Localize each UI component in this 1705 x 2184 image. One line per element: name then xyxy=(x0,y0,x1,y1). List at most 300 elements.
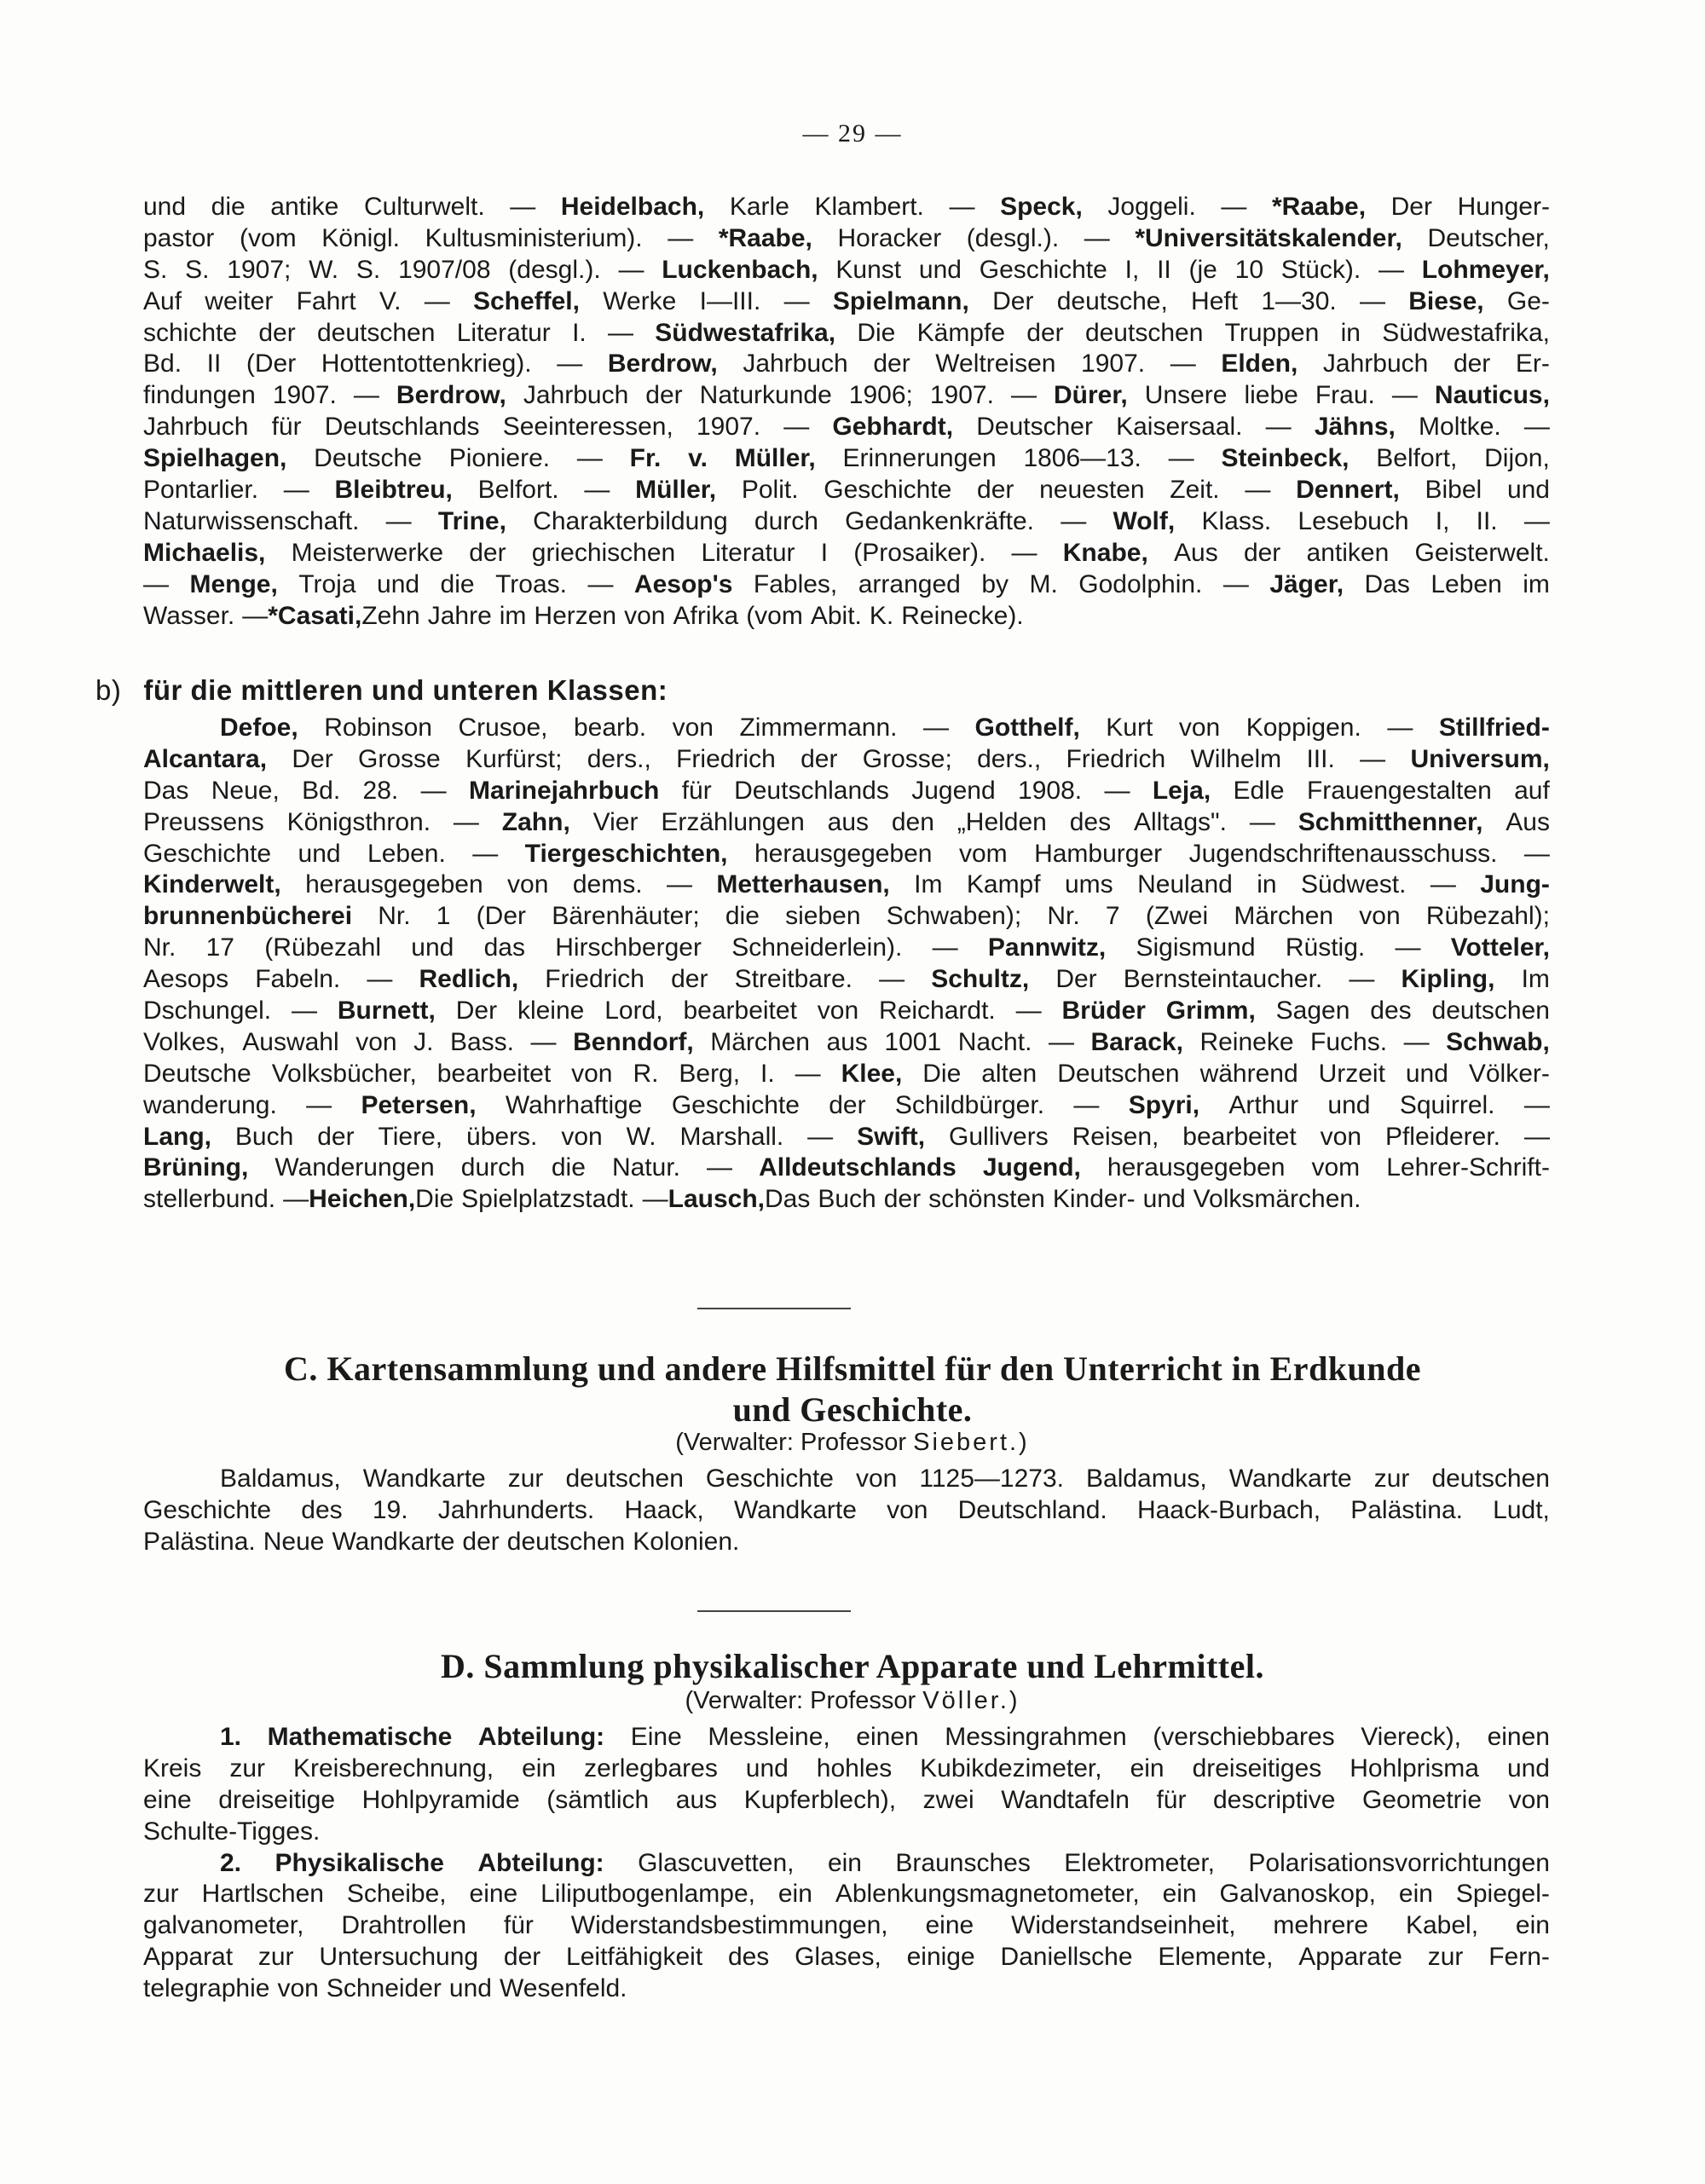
word: Wandkarte xyxy=(332,1527,455,1556)
bold-word: Spyri, xyxy=(1128,1090,1200,1119)
bold-word: Burnett, xyxy=(337,997,436,1026)
word: — xyxy=(1084,223,1110,252)
word: — xyxy=(143,569,169,598)
word: antiken xyxy=(1306,538,1390,567)
word: antike xyxy=(270,193,339,221)
word: — xyxy=(242,601,269,630)
word: Erinnerungen xyxy=(842,444,997,473)
bold-word: Biese, xyxy=(1408,286,1484,315)
text-line xyxy=(143,776,1550,807)
word: — xyxy=(1010,381,1037,410)
word: (Zwei xyxy=(1145,902,1209,931)
word: ein xyxy=(1398,1880,1433,1909)
bold-word: Stillfried- xyxy=(1438,714,1550,742)
word: Die xyxy=(857,318,896,347)
bold-word: Müller, xyxy=(635,476,717,505)
word: der xyxy=(258,318,296,347)
text-line xyxy=(143,1785,1550,1817)
bold-word: Kipling, xyxy=(1401,965,1495,994)
section-c-body xyxy=(143,1464,1550,1558)
word: — xyxy=(642,1185,668,1214)
word: 1907. xyxy=(696,413,761,442)
word: 19. xyxy=(372,1495,408,1524)
word: Streitbare. xyxy=(734,965,852,994)
word: 10 xyxy=(1234,255,1264,284)
bold-word: Scheffel, xyxy=(472,286,580,315)
word: Deutschland. xyxy=(957,1495,1107,1524)
word: Leitfähigkeit xyxy=(566,1943,703,1972)
word: Herzen xyxy=(534,601,617,630)
word: Volkes, xyxy=(143,1027,226,1056)
word: Königsthron. xyxy=(286,807,431,836)
word: Baldamus, xyxy=(1086,1465,1207,1493)
word: V. xyxy=(379,286,402,315)
word: — xyxy=(1249,807,1275,836)
bold-word: Brüder xyxy=(1061,997,1146,1026)
bold-word: Abteilung: xyxy=(477,1848,604,1877)
word: zur xyxy=(257,1943,294,1972)
word: II. xyxy=(1476,506,1498,535)
word: Buch xyxy=(818,1185,876,1214)
word: deutschen xyxy=(565,1465,684,1493)
word: in xyxy=(1257,870,1277,899)
bold-word: Wolf, xyxy=(1113,506,1176,535)
word: II xyxy=(206,350,222,378)
word: Hottentottenkrieg). xyxy=(321,350,532,378)
word: Friedrich xyxy=(1066,744,1166,773)
text-line xyxy=(143,1754,1550,1785)
word: aus xyxy=(826,1027,868,1056)
bold-word: v. xyxy=(688,444,708,473)
word: — xyxy=(1523,839,1550,868)
word: Elemente, xyxy=(1158,1943,1274,1972)
word: einige xyxy=(906,1943,975,1972)
word: die xyxy=(440,569,475,598)
word: — xyxy=(783,286,810,315)
word: Werke xyxy=(603,286,677,315)
word: deutschen xyxy=(1431,1465,1550,1493)
word: zwei xyxy=(922,1785,974,1814)
word: Rüstig. xyxy=(1285,933,1366,962)
text-line xyxy=(143,1942,1550,1973)
text-line xyxy=(143,870,1550,901)
word: Schildbürger. xyxy=(894,1090,1045,1119)
word: weiter xyxy=(205,286,274,315)
word: — xyxy=(1387,714,1413,742)
word: Schneider xyxy=(326,1974,442,2003)
word: Widerstandsbestimmungen, xyxy=(570,1911,888,1940)
word: Naturwissenschaft. xyxy=(143,506,360,535)
word: kleine xyxy=(517,997,585,1026)
word: Frau. xyxy=(1315,381,1375,410)
word: Neuland xyxy=(1137,870,1233,899)
word: Dschungel. xyxy=(143,997,272,1026)
word: 28. xyxy=(362,776,399,805)
bold-word: Heidelbach, xyxy=(560,193,705,221)
word: Geschichte xyxy=(824,476,952,505)
word: Sigismund xyxy=(1136,933,1256,962)
word: und xyxy=(411,933,454,962)
word: und xyxy=(1327,1090,1371,1119)
word: — xyxy=(1245,476,1271,505)
word: 1906; xyxy=(848,381,913,410)
word: Kampf xyxy=(966,870,1041,899)
word: der xyxy=(977,476,1014,505)
word: Jahrbuch xyxy=(143,413,249,442)
word: Volksbücher, xyxy=(271,1059,417,1088)
word: bearbeitet xyxy=(683,997,797,1026)
word: Südwestafrika, xyxy=(1382,318,1550,347)
word: Tiere, xyxy=(378,1122,443,1151)
word: Untersuchung xyxy=(319,1943,479,1972)
word: eine xyxy=(925,1911,974,1940)
word: Kurt xyxy=(1106,714,1153,742)
word: Bass. xyxy=(449,1027,515,1056)
word: Deutschlands xyxy=(324,413,480,442)
book-list-middle-lower-classes xyxy=(143,713,1550,1216)
word: (sämtlich xyxy=(546,1785,650,1814)
word: auf xyxy=(1514,776,1550,805)
bold-word: Lohmeyer, xyxy=(1421,255,1550,284)
word: Godolphin. xyxy=(1078,569,1203,598)
word: M. xyxy=(1029,569,1058,598)
word: 17 xyxy=(205,933,234,962)
word: von xyxy=(355,1027,397,1056)
bold-word: Dennert, xyxy=(1296,476,1400,505)
word: — xyxy=(1523,413,1550,442)
section-d-warden xyxy=(0,1687,1705,1715)
word: und xyxy=(143,193,187,221)
text-line xyxy=(143,538,1550,569)
word: III. xyxy=(1306,744,1335,773)
bold-word: Lausch, xyxy=(668,1185,765,1214)
text-line xyxy=(143,1153,1550,1184)
word: Seeinteressen, xyxy=(502,413,673,442)
word: der xyxy=(1026,318,1064,347)
word: Geschichte xyxy=(143,839,272,868)
word: Belfort. xyxy=(477,476,559,505)
word: J. xyxy=(413,1027,434,1056)
word: Aus xyxy=(1174,538,1218,567)
word: Glases, xyxy=(795,1943,881,1972)
bold-word: Klee, xyxy=(841,1059,903,1088)
warden-prefix: (Verwalter: Professor xyxy=(675,1429,907,1456)
bold-word: Kinderwelt, xyxy=(143,870,281,899)
book-list-upper-classes xyxy=(143,192,1550,632)
word: I—III. xyxy=(699,286,761,315)
bold-word: Elden, xyxy=(1221,350,1298,378)
word: Galvanoskop, xyxy=(1219,1880,1376,1909)
word: I xyxy=(820,538,829,567)
word: Sagen xyxy=(1275,997,1350,1026)
word: Meisterwerke xyxy=(291,538,443,567)
section-divider xyxy=(697,1610,851,1612)
word: Pioniere. xyxy=(448,444,551,473)
word: Spiegel- xyxy=(1455,1880,1550,1909)
word: eine xyxy=(469,1880,518,1909)
word: 1 xyxy=(436,902,451,931)
bold-word: Dürer, xyxy=(1053,381,1128,410)
word: und xyxy=(745,1754,789,1782)
bold-word: Barack, xyxy=(1090,1027,1183,1056)
word: Aus xyxy=(1506,807,1550,836)
bold-word: Jugend, xyxy=(982,1153,1081,1182)
word: Messleine, xyxy=(708,1723,830,1751)
word: bearbeitet xyxy=(1182,1122,1297,1151)
word: von xyxy=(571,1059,613,1088)
word: von xyxy=(856,1465,898,1493)
word: dems. xyxy=(572,870,643,899)
bold-word: Votteler, xyxy=(1450,933,1550,962)
word: Geschichte xyxy=(671,1090,800,1119)
word: 1001 xyxy=(884,1027,942,1056)
text-line xyxy=(143,1848,1550,1880)
word: Afrika xyxy=(673,601,739,630)
word: Klambert. xyxy=(814,193,924,221)
word: — xyxy=(1073,1090,1100,1119)
word: Geschichte xyxy=(143,1495,272,1524)
word: II xyxy=(1157,255,1171,284)
bold-word: Knabe, xyxy=(1062,538,1148,567)
word: S. xyxy=(185,255,210,284)
word: Wesenfeld. xyxy=(499,1974,627,2003)
word: Neue, xyxy=(211,776,280,805)
word: Schulte-Tigges. xyxy=(143,1817,321,1846)
word: sieben xyxy=(785,902,861,931)
word: Geisterwelt. xyxy=(1414,538,1550,567)
text-line xyxy=(143,807,1550,839)
word: aus xyxy=(675,1785,718,1814)
word: und xyxy=(448,1974,492,2003)
word: Bibel xyxy=(1425,476,1482,505)
word: Eine xyxy=(630,1723,682,1751)
word: liebe xyxy=(1244,381,1298,410)
word: der xyxy=(800,744,838,773)
word: Heft xyxy=(1191,286,1239,315)
word: Die xyxy=(415,1185,454,1214)
bold-word: Jähns, xyxy=(1314,413,1396,442)
warden-name: Siebert.) xyxy=(913,1429,1030,1456)
word: (verschiebbares xyxy=(1153,1723,1335,1751)
word: Hirschberger xyxy=(555,933,702,962)
word: zur xyxy=(229,1754,265,1782)
word: herausgegeben xyxy=(1107,1153,1286,1182)
word: 1907. xyxy=(929,381,994,410)
word: Im xyxy=(1521,965,1550,994)
word: Völker- xyxy=(1468,1059,1550,1088)
bold-word: Müller, xyxy=(734,444,816,473)
word: Bärenhäuter; xyxy=(552,902,700,931)
bold-word: Leja, xyxy=(1152,776,1211,805)
word: — xyxy=(1170,350,1196,378)
word: Truppen xyxy=(1224,318,1320,347)
word: die xyxy=(551,1153,586,1182)
word: Kubikdezimeter, xyxy=(920,1754,1102,1782)
word: Moltke. xyxy=(1419,413,1501,442)
word: hohles xyxy=(816,1754,893,1782)
word: der xyxy=(469,538,506,567)
word: für xyxy=(1156,1785,1187,1814)
word: Wandkarte xyxy=(1228,1465,1352,1493)
word: Wandtafeln xyxy=(1001,1785,1130,1814)
word: Kaisersaal. xyxy=(1116,413,1243,442)
bold-word: Zahn, xyxy=(501,807,570,836)
word: Culturwelt. xyxy=(363,193,485,221)
word: Im xyxy=(914,870,943,899)
word: Abit. xyxy=(810,601,862,630)
word: Polarisationsvorrichtungen xyxy=(1248,1848,1550,1877)
word: die xyxy=(725,902,760,931)
word: Spielplatzstadt. xyxy=(461,1185,635,1214)
word: Polit. xyxy=(741,476,799,505)
word: — xyxy=(1349,965,1375,994)
word: I, xyxy=(1435,506,1450,535)
text-line xyxy=(143,380,1550,412)
word: herausgegeben xyxy=(305,870,483,899)
word: von xyxy=(672,714,714,742)
word: — xyxy=(472,839,499,868)
word: (desgl.). xyxy=(508,255,601,284)
bold-word: Defoe, xyxy=(220,714,298,742)
word: der xyxy=(829,1090,866,1119)
word: Haack-Burbach, xyxy=(1136,1495,1321,1524)
word: Reineke xyxy=(1199,1027,1294,1056)
word: — xyxy=(510,193,536,221)
word: Der xyxy=(292,744,333,773)
word: pastor xyxy=(143,223,215,252)
word: Liliputbogenlampe, xyxy=(540,1880,755,1909)
word: Geometrie xyxy=(1361,1785,1482,1814)
word: — xyxy=(424,286,450,315)
word: by xyxy=(981,569,1009,598)
text-line xyxy=(143,569,1550,601)
bold-word: Universum, xyxy=(1410,744,1550,773)
word: im xyxy=(1523,569,1550,598)
section-d-heading: D. Sammlung physikalischer Apparate und Lehrmittel. xyxy=(441,1647,1264,1685)
word: von xyxy=(887,1495,928,1524)
word: Nacht. xyxy=(957,1027,1032,1056)
word: — xyxy=(584,476,610,505)
word: Squirrel. xyxy=(1399,1090,1495,1119)
text-line xyxy=(143,318,1550,350)
bold-word: Fr. xyxy=(629,444,662,473)
bold-word: Benndorf, xyxy=(573,1027,694,1056)
word: Robinson xyxy=(324,714,432,742)
word: Bd. xyxy=(143,350,182,378)
text-line xyxy=(143,475,1550,506)
word: Leben xyxy=(1430,569,1502,598)
word: Wilhelm xyxy=(1190,744,1282,773)
word: — xyxy=(283,476,309,505)
word: Er- xyxy=(1515,350,1550,378)
word: (desgl.). xyxy=(966,223,1060,252)
text-line xyxy=(143,1027,1550,1059)
bold-word: Gebhardt, xyxy=(832,413,954,442)
bold-word: Menge, xyxy=(189,569,278,598)
word: S. xyxy=(355,255,381,284)
word: Joggeli. xyxy=(1107,193,1196,221)
word: — xyxy=(453,807,479,836)
word: — xyxy=(530,1027,557,1056)
bold-word: Gotthelf, xyxy=(974,714,1080,742)
bold-word: Jung- xyxy=(1480,870,1550,899)
word: vom xyxy=(958,839,1008,868)
word: Fuchs. xyxy=(1310,1027,1388,1056)
word: Palästina. xyxy=(143,1527,256,1556)
word: — xyxy=(879,965,905,994)
word: Buch xyxy=(234,1122,294,1151)
text-line xyxy=(143,1910,1550,1942)
word: Braunsches xyxy=(895,1848,1031,1877)
word: (vom xyxy=(239,223,297,252)
word: — xyxy=(666,870,692,899)
text-line xyxy=(143,286,1550,318)
text-line xyxy=(143,192,1550,223)
word: Reinecke). xyxy=(901,601,1024,630)
word: — xyxy=(618,255,644,284)
word: Literatur xyxy=(701,538,795,567)
word: im xyxy=(499,601,527,630)
word: Reisen, xyxy=(1072,1122,1159,1151)
word: Die xyxy=(922,1059,962,1088)
bold-word: Speck, xyxy=(1000,193,1083,221)
bold-word: Steinbeck, xyxy=(1221,444,1350,473)
word: 7 xyxy=(1105,902,1120,931)
word: zur xyxy=(1373,1465,1410,1493)
bold-word: Berdrow, xyxy=(396,381,506,410)
word: — xyxy=(1395,933,1421,962)
word: — xyxy=(1359,286,1385,315)
text-line xyxy=(143,1722,1550,1754)
word: Jugendschriftenausschuss. xyxy=(1188,839,1498,868)
word: Kolonien. xyxy=(633,1527,740,1556)
text-line xyxy=(143,713,1550,744)
bold-word: Physikalische xyxy=(275,1848,444,1877)
word: Arthur xyxy=(1228,1090,1299,1119)
word: wanderung. xyxy=(143,1090,277,1119)
word: und xyxy=(1142,1185,1186,1214)
word: Südwest. xyxy=(1301,870,1407,899)
bold-word: Alcantara, xyxy=(143,744,268,773)
word: Viereck), xyxy=(1361,1723,1462,1751)
word: ein xyxy=(1130,1754,1165,1782)
word: ders., xyxy=(587,744,651,773)
word: bearbeitet xyxy=(436,1059,552,1088)
word: 1—30. xyxy=(1261,286,1337,315)
word: Kunst xyxy=(835,255,902,284)
word: Wandkarte xyxy=(733,1495,857,1524)
word: übers. xyxy=(466,1122,538,1151)
word: Deutscher, xyxy=(1427,223,1550,252)
word: — xyxy=(707,1153,733,1182)
bold-word: Bleibtreu, xyxy=(334,476,453,505)
section-divider xyxy=(697,1308,851,1309)
word: schönsten xyxy=(928,1185,1045,1214)
word: Kreisberechnung, xyxy=(292,1754,494,1782)
word: Hunger- xyxy=(1457,193,1550,221)
word: (Prosaiker). xyxy=(853,538,986,567)
word: Zeit. xyxy=(1170,476,1220,505)
word: Geschichte xyxy=(705,1465,834,1493)
word: Troja xyxy=(298,569,356,598)
bold-word: Redlich, xyxy=(419,965,519,994)
word: Gullivers xyxy=(949,1122,1049,1151)
word: Nr. xyxy=(378,902,411,931)
word: Deutschen xyxy=(1057,1059,1180,1088)
word: Deutscher xyxy=(976,413,1093,442)
word: — xyxy=(1403,1027,1430,1056)
word: Wahrhaftige xyxy=(505,1090,643,1119)
